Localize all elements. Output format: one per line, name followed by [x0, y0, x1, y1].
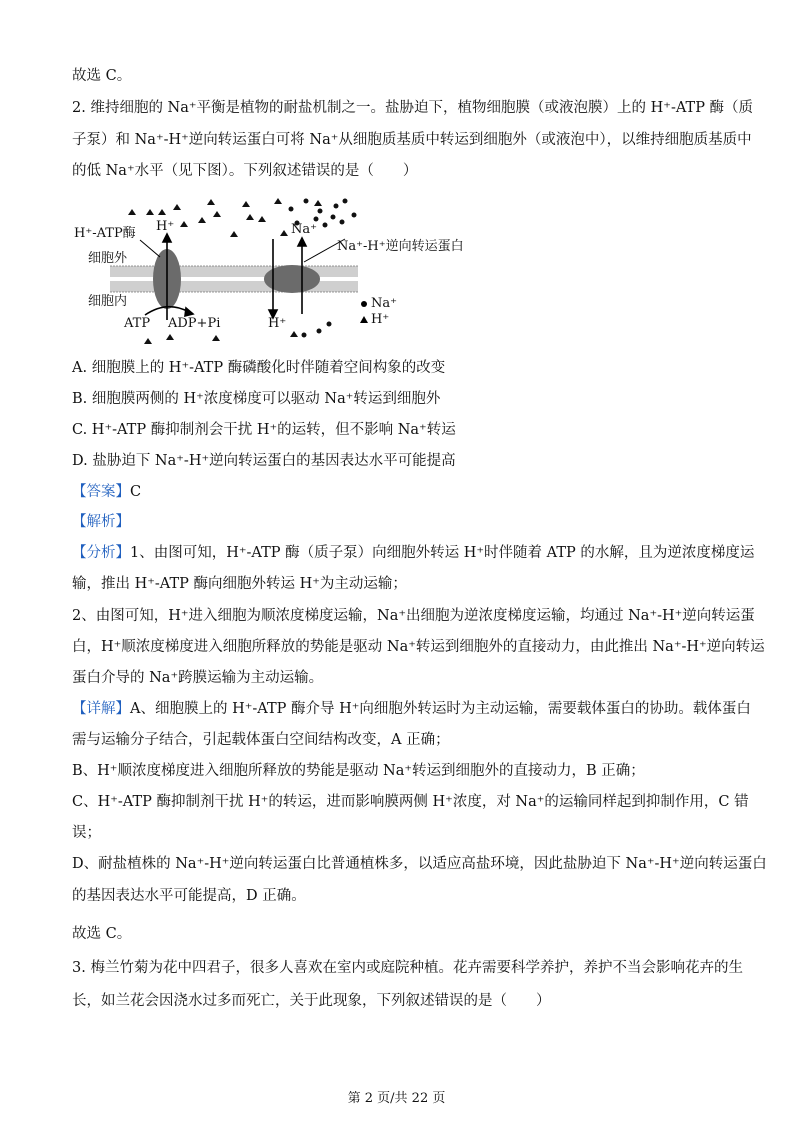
h-ion-top-label: H⁺: [156, 219, 175, 234]
detail-line: [72, 699, 751, 719]
detail-line: B、H⁺顺浓度梯度进入细胞所释放的势能是驱动 Na⁺转运到细胞外的直接动力，B 正确；: [72, 763, 645, 779]
option-c: C. H⁺-ATP 酶抑制剂会干扰 H⁺的运转，但不影响 Na⁺转运: [72, 422, 456, 438]
answer-tag: 【答案】: [72, 484, 130, 500]
h-ion-bottom-label: H⁺: [268, 316, 287, 331]
option-b: B. 细胞膜两侧的 H⁺浓度梯度可以驱动 Na⁺转运到细胞外: [72, 391, 441, 407]
h-atpase-label: H⁺-ATP酶: [74, 226, 136, 241]
membrane-transport-diagram: [70, 192, 464, 344]
question-3-line: 长，如兰花会因浇水过多而死亡，关于此现象，下列叙述错误的是（ ）: [72, 993, 551, 1009]
page-footer: 第 2 页/共 22 页: [347, 1091, 446, 1106]
intracellular-label: 细胞内: [88, 294, 128, 309]
detail-line: D、耐盐植株的 Na⁺-H⁺逆向转运蛋白比普通植株多，以适应高盐环境，因此盐胁迫下 Na⁺-H⁺逆向转运蛋白: [72, 856, 767, 872]
extracellular-label: 细胞外: [88, 251, 128, 266]
legend-na: Na⁺: [371, 296, 397, 311]
prev-conclusion: 故选 C。: [72, 68, 132, 84]
question-2-line: 的低 Na⁺水平（见下图）。下列叙述错误的是（ ）: [72, 163, 418, 179]
option-a: A. 细胞膜上的 H⁺-ATP 酶磷酸化时伴随着空间构象的改变: [72, 360, 446, 376]
question-3-line: 3. 梅兰竹菊为花中四君子，很多人喜欢在室内或庭院种植。花卉需要科学养护，养护不当会影响花卉的生: [72, 960, 743, 976]
analysis-tag: 【解析】: [72, 514, 130, 530]
antiporter-label: Na⁺-H⁺逆向转运蛋白: [337, 239, 464, 254]
analysis-text: 1、由图可知，H⁺-ATP 酶（质子泵）向细胞外转运 H⁺时伴随着 ATP 的水解，且为逆浓度梯度运: [130, 545, 755, 561]
analysis-section-tag: 【分析】: [72, 545, 130, 561]
detail-line: C、H⁺-ATP 酶抑制剂干扰 H⁺的转运，进而影响膜两侧 H⁺浓度，对 Na⁺的运输同样起到抑制作用，C 错: [72, 794, 749, 810]
analysis-line: 蛋白介导的 Na⁺跨膜运输为主动运输。: [72, 670, 324, 686]
adp-pi-label: ADP+Pi: [168, 316, 221, 331]
answer-line: [72, 482, 141, 502]
detail-line: 需与运输分子结合，引起载体蛋白空间结构改变，A 正确；: [72, 732, 450, 748]
analysis-line: 白，H⁺顺浓度梯度进入细胞所释放的势能是驱动 Na⁺转运到细胞外的直接动力，由此推出 Na⁺-H⁺逆向转运: [72, 639, 765, 655]
detail-section-tag: 【详解】: [72, 701, 130, 717]
atp-label: ATP: [124, 316, 151, 331]
detail-line: 的基因表达水平可能提高，D 正确。: [72, 888, 306, 904]
detail-line: 误；: [72, 825, 101, 841]
question-2-line: 子泵）和 Na⁺-H⁺逆向转运蛋白可将 Na⁺从细胞质基质中转运到细胞外（或液泡中），以维持细胞质基质中: [72, 132, 752, 148]
answer-value: C: [130, 484, 142, 500]
conclusion: 故选 C。: [72, 926, 132, 942]
detail-text: A、细胞膜上的 H⁺-ATP 酶介导 H⁺向细胞外转运时为主动运输，需要载体蛋白的协助。载体蛋白: [130, 701, 751, 717]
na-ion-top-label: Na⁺: [291, 222, 317, 237]
question-2-line: 2. 维持细胞的 Na⁺平衡是植物的耐盐机制之一。盐胁迫下，植物细胞膜（或液泡膜）上的 H⁺-ATP 酶（质: [72, 100, 754, 116]
analysis-line: 输，推出 H⁺-ATP 酶向细胞外转运 H⁺为主动运输；: [72, 576, 407, 592]
option-d: D. 盐胁迫下 Na⁺-H⁺逆向转运蛋白的基因表达水平可能提高: [72, 453, 456, 469]
analysis-line: [72, 543, 754, 563]
legend-h: H⁺: [371, 312, 390, 327]
analysis-line: 2、由图可知，H⁺进入细胞为顺浓度梯度运输，Na⁺出细胞为逆浓度梯度运输，均通过 Na⁺-H⁺逆向转运蛋: [72, 608, 755, 624]
